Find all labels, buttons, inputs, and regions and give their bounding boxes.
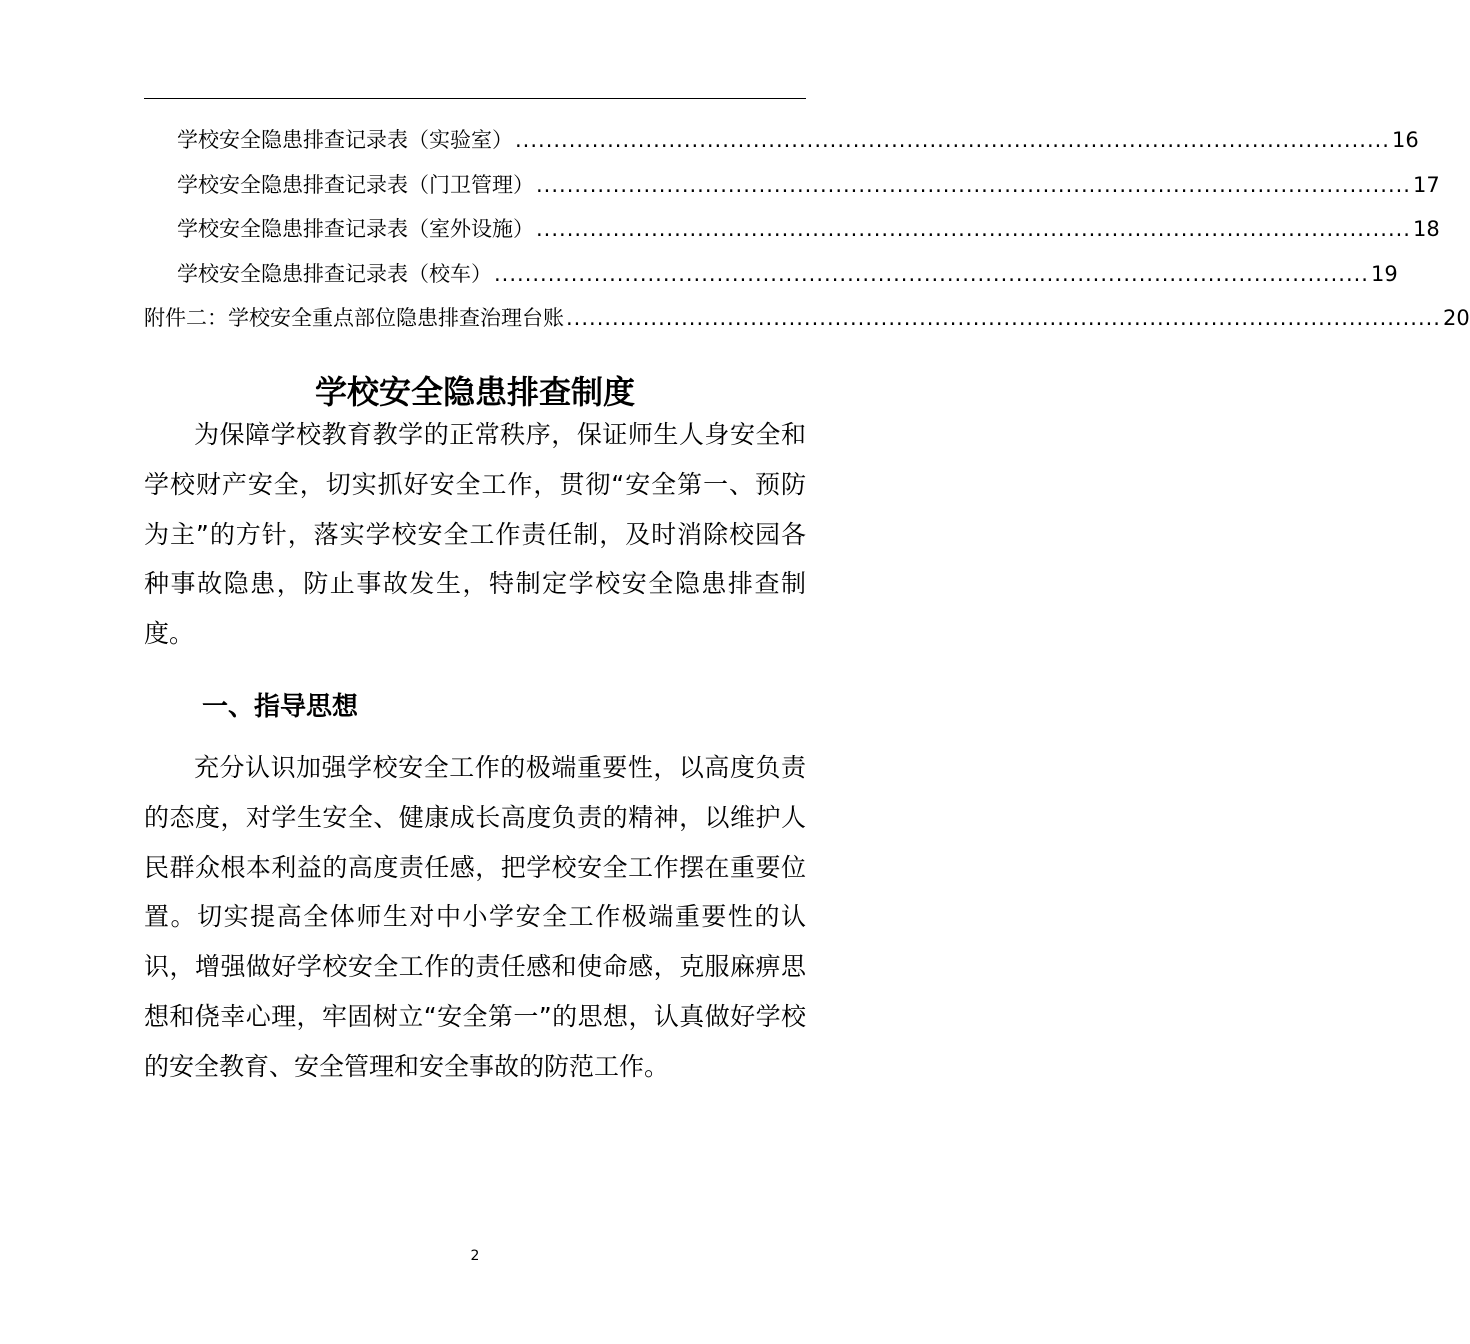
toc-entry-page: 16: [1391, 128, 1419, 152]
table-of-contents: [144, 118, 1470, 341]
toc-entry[interactable]: [144, 207, 1440, 252]
header-rule: [144, 98, 806, 99]
toc-entry-page: 19: [1370, 261, 1398, 286]
toc-entry-label: 学校安全隐患排查记录表（室外设施）: [177, 217, 534, 241]
toc-entry-label: 学校安全隐患排查记录表（实验室）: [177, 128, 513, 152]
section-heading: 一、指导思想: [202, 692, 359, 722]
section-body-paragraph: 充分认识加强学校安全工作的极端重要性，以高度负责的态度，对学生安全、健康成长高度负责的精神，以维护人民群众根本利益的高度责任感，把学校安全工作摆在重要位置。切实提高全体师生对中小学安全工作极端重要性的认识，增强做好学校安全工作的责任感和使命感，克服麻痹思想和侥幸心理，牢固树立“安全第一”的思想，认真做好学校的安全教育、安全管理和安全事故的防范工作。: [144, 753, 806, 1081]
page-number: 2: [470, 1248, 480, 1264]
intro-paragraph: 为保障学校教育教学的正常秩序，保证师生人身安全和学校财产安全，切实抓好安全工作，贯彻“安全第一、预防为主”的方针，落实学校安全工作责任制，及时消除校园各种事故隐患，防止事故发生，特制定学校安全隐患排查制度。: [144, 420, 806, 649]
toc-entry[interactable]: [144, 163, 1440, 208]
toc-entry[interactable]: [144, 296, 1470, 341]
toc-entry-page: 20: [1442, 306, 1470, 330]
toc-dot-leader: ..................................................................................................................: [566, 306, 1441, 330]
toc-entry-label: 学校安全隐患排查记录表（校车）: [177, 261, 492, 286]
toc-entry-label: 学校安全隐患排查记录表（门卫管理）: [177, 172, 534, 197]
toc-entry[interactable]: [144, 118, 1419, 163]
toc-entry-label: 附件二：学校安全重点部位隐患排查治理台账: [144, 306, 564, 330]
toc-dot-leader: ..................................................................................................................: [515, 128, 1390, 152]
toc-dot-leader: ..................................................................................................................: [536, 172, 1411, 197]
document-title: 学校安全隐患排查制度: [314, 373, 635, 412]
toc-entry-page: 17: [1412, 172, 1440, 197]
toc-dot-leader: ..................................................................................................................: [494, 261, 1369, 286]
toc-dot-leader: ..................................................................................................................: [536, 217, 1411, 241]
toc-entry-page: 18: [1412, 217, 1440, 241]
toc-entry[interactable]: [144, 252, 1398, 297]
